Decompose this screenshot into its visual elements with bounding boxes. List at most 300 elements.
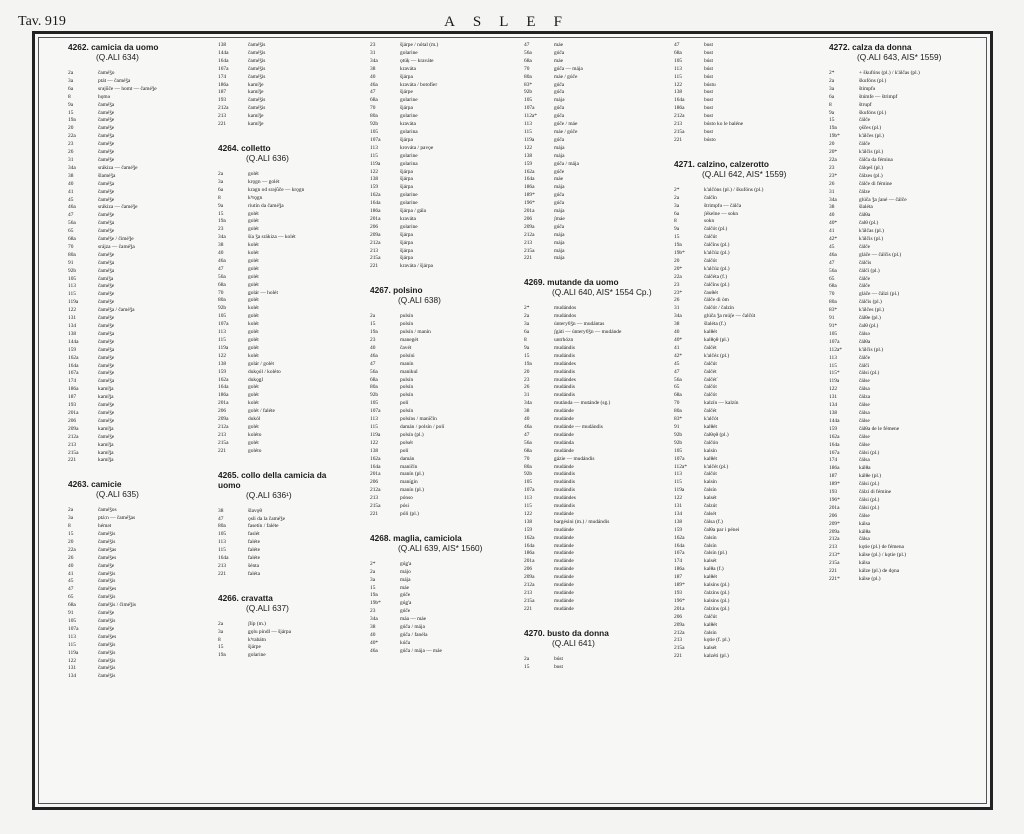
table-row	[68, 299, 198, 307]
locality-code: 31	[370, 49, 376, 56]
table-row	[829, 370, 959, 378]
dialect-form: čálse	[859, 512, 870, 519]
dialect-form: kúča	[400, 639, 411, 646]
locality-code: 91	[674, 423, 680, 430]
dialect-form: bust	[704, 49, 713, 56]
table-row	[370, 503, 500, 511]
table-row	[370, 392, 500, 400]
dialect-form: čálče	[859, 283, 871, 290]
locality-code: 15	[524, 663, 530, 670]
dialect-form: faléta	[248, 570, 260, 577]
dialect-form: čaméǯis	[248, 42, 266, 48]
locality-code: 80a	[829, 299, 837, 306]
table-row	[524, 169, 654, 177]
table-row	[674, 137, 804, 145]
dialect-form: máe / gúče	[554, 128, 578, 135]
dialect-form: čaméǯe	[98, 338, 115, 345]
dialect-form: čalčót	[704, 257, 717, 264]
table-row	[674, 408, 804, 416]
table-row	[218, 297, 348, 305]
dialect-form: kolét	[248, 400, 259, 407]
dialect-form: čálče	[859, 275, 871, 282]
dialect-form: bust	[554, 663, 563, 670]
table-row	[524, 448, 654, 456]
locality-code: 38	[370, 65, 376, 72]
table-row	[674, 622, 804, 630]
dialect-form: čaméǯis	[98, 649, 116, 656]
entry-section	[218, 593, 348, 661]
locality-code: 206	[829, 512, 838, 519]
dialect-form: čálče	[859, 141, 871, 148]
table-row	[674, 203, 804, 211]
table-row	[524, 105, 654, 113]
table-row	[370, 424, 500, 432]
locality-code: 40*	[674, 337, 683, 343]
locality-code: 68a	[524, 57, 532, 64]
locality-code: 40	[829, 212, 835, 219]
locality-code: 138	[218, 42, 227, 48]
locality-code: 221	[370, 510, 379, 517]
dialect-form: čálsa	[859, 386, 870, 393]
entry-section	[68, 42, 198, 465]
locality-code: 144a	[829, 417, 840, 424]
dialect-form: dukǫǥl	[248, 376, 263, 383]
table-row	[370, 74, 500, 82]
locality-code: 107a	[524, 487, 535, 494]
locality-code: 134	[674, 510, 683, 517]
dialect-form: čalčéta (f.)	[704, 273, 728, 280]
table-row	[68, 563, 198, 571]
locality-code: 105	[370, 400, 379, 407]
table-row	[218, 644, 348, 652]
locality-code: 40	[68, 180, 74, 187]
table-row	[218, 523, 348, 531]
dialect-form: golét / faléte	[248, 408, 275, 415]
locality-code: 122	[370, 439, 379, 446]
locality-code: 215a	[524, 597, 535, 604]
locality-code: 19a	[674, 242, 682, 249]
dialect-form: kʰrabátn	[248, 636, 266, 643]
locality-code: 201a	[68, 409, 79, 416]
locality-code: 2a	[218, 170, 224, 177]
table-row	[524, 224, 654, 232]
table-row	[370, 377, 500, 385]
table-row	[674, 637, 804, 645]
locality-code: 9a	[218, 202, 224, 209]
table-row	[829, 197, 959, 205]
table-row	[68, 434, 198, 442]
locality-code: 26	[68, 149, 74, 156]
dialect-form: k'álčes (pl.)	[859, 307, 884, 314]
dialect-form: kraváta	[400, 215, 416, 222]
locality-code: 196*	[829, 496, 840, 503]
locality-code: 20	[524, 368, 530, 375]
dialect-form: srákiza — čaméǯe	[98, 204, 138, 211]
table-row	[829, 173, 959, 181]
locality-code: 34a	[524, 400, 532, 407]
table-row	[68, 228, 198, 236]
locality-code: 215a	[674, 645, 685, 652]
table-row	[68, 523, 198, 531]
table-row	[218, 58, 348, 66]
locality-code: 56a	[68, 220, 76, 227]
dialect-form: kamíǯe	[248, 121, 264, 128]
entry-section	[218, 470, 348, 579]
locality-code: 162a	[370, 455, 381, 462]
dialect-form: čálsa (f.)	[704, 518, 723, 525]
locality-code: 131	[829, 394, 838, 401]
table-row	[674, 598, 804, 606]
dialect-form: šjárpa	[400, 184, 413, 191]
dialect-form: šjárpe	[248, 644, 261, 651]
dialect-form: čálzes (pl.)	[859, 172, 883, 179]
table-row	[218, 353, 348, 361]
locality-code: 19b*	[829, 133, 840, 140]
locality-code: 3a	[524, 321, 530, 328]
table-row	[829, 102, 959, 110]
locality-code: 221	[524, 255, 533, 262]
locality-code: 206	[674, 613, 683, 620]
dialect-form: šjárpa	[400, 168, 413, 175]
entry-source: (Q.ALI 640, AIS* 1554 Cp.)	[552, 287, 652, 298]
dialect-form: mudánde	[554, 416, 574, 423]
dialect-form: čamíǯa	[98, 275, 114, 282]
locality-code: 70	[370, 105, 376, 112]
locality-code: 34a	[218, 234, 226, 241]
locality-code: 41	[68, 570, 74, 577]
dialect-form: čalsín	[704, 487, 717, 494]
dialect-form: čaméǯe	[98, 433, 115, 440]
locality-code: 221	[218, 447, 227, 454]
table-row	[68, 204, 198, 212]
dialect-form: šjárpa	[400, 231, 413, 238]
dialect-form: hǫmə	[98, 93, 110, 100]
dialect-form: čaméǯe	[98, 283, 115, 290]
dialect-form: šjárpa	[400, 239, 413, 246]
entry-source: (Q.ALI 634)	[96, 52, 139, 62]
table-row	[370, 464, 500, 472]
table-row	[674, 195, 804, 203]
dialect-form: srákiza — čaméǯe	[98, 164, 138, 171]
locality-code: 122	[524, 144, 533, 151]
table-row	[68, 626, 198, 634]
dialect-form: polí	[400, 447, 409, 454]
table-row	[674, 266, 804, 274]
table-row	[674, 218, 804, 226]
column-3	[370, 42, 500, 670]
dialect-form: golét	[248, 210, 259, 217]
table-row	[68, 236, 198, 244]
table-row	[829, 544, 959, 552]
locality-code: 22a	[829, 156, 837, 163]
locality-code: 138	[218, 360, 227, 367]
table-row	[674, 250, 804, 258]
entry-source: (Q.ALI 641)	[552, 637, 595, 648]
locality-code: 8	[218, 194, 221, 201]
dialect-form: maničín	[400, 463, 418, 470]
dialect-form: šjárpa	[400, 255, 413, 262]
table-row	[829, 410, 959, 418]
table-row	[674, 290, 804, 298]
locality-code: 46a	[218, 257, 226, 264]
locality-code: 92b	[370, 392, 379, 399]
dialect-form: kalθa (f.)	[704, 566, 724, 573]
table-row	[370, 384, 500, 392]
dialect-form: šlaléta (f.)	[704, 321, 726, 328]
dialect-form: mudánda	[554, 439, 574, 446]
dialect-form: čaméǯe	[98, 299, 115, 306]
dialect-form: čaméǯa	[98, 378, 115, 385]
table-row	[370, 113, 500, 121]
dialect-form: čaméǯe	[98, 141, 115, 148]
dialect-form: k'álčas (pl.)	[859, 228, 884, 235]
dialect-form: čálsa	[859, 536, 870, 543]
table-row	[218, 329, 348, 337]
dialect-form: šlavǫθ	[248, 507, 262, 514]
locality-code: 189*	[674, 582, 685, 589]
locality-code: 41	[829, 228, 835, 235]
table-row	[370, 216, 500, 224]
table-row	[524, 416, 654, 424]
locality-code: 209a	[524, 574, 535, 581]
table-row	[829, 117, 959, 125]
locality-code: 167a	[829, 449, 840, 456]
locality-code: 2a	[829, 77, 835, 84]
dialect-form: čaméǯis	[248, 97, 266, 104]
locality-code: 19a	[68, 117, 76, 124]
table-row	[370, 616, 500, 624]
locality-code: 138	[68, 330, 77, 337]
table-row	[370, 240, 500, 248]
dialect-form: čaméǯis	[98, 673, 116, 680]
table-row	[68, 331, 198, 339]
locality-code: 119a	[68, 649, 79, 656]
dialect-form: gláče — čálzi (pl.)	[859, 291, 900, 298]
table-row	[674, 274, 804, 282]
dialect-form: čalčót (pl.)	[704, 226, 728, 233]
locality-code: 164a	[829, 441, 840, 448]
table-row	[524, 511, 654, 519]
locality-code: 107a	[829, 338, 840, 345]
locality-code: 113	[218, 329, 226, 336]
table-row	[524, 42, 654, 50]
dialect-form: čaméǯo	[98, 70, 115, 76]
entry-source: (Q.ALI 636¹)	[246, 489, 292, 500]
table-row	[218, 629, 348, 637]
dialect-form: hémət	[98, 523, 112, 530]
dialect-form: čálse	[859, 378, 870, 385]
dialect-form: pulsín	[400, 313, 414, 320]
dialect-form: ʃmáe	[554, 215, 565, 222]
locality-code: 40	[370, 344, 376, 351]
dialect-form: manegét	[400, 337, 419, 343]
dialect-form: šénta	[248, 562, 260, 569]
locality-code: 68a	[68, 236, 76, 243]
locality-code: 40	[370, 632, 376, 638]
table-row	[218, 89, 348, 97]
dialect-form: kálθa	[859, 528, 871, 535]
locality-code: 115	[370, 152, 378, 159]
dialect-form: k'álčis (pl.)	[859, 236, 884, 243]
dialect-form: mudánde	[554, 550, 574, 557]
entry-heading: 4272. calza da donna	[829, 42, 912, 52]
dialect-form: čálsa	[859, 457, 870, 464]
table-row	[524, 66, 654, 74]
dialect-form: čaméǯis	[98, 570, 116, 577]
table-row	[674, 242, 804, 250]
locality-code: 20	[829, 141, 835, 148]
dialect-form: čaméǯis	[98, 578, 116, 585]
table-row	[829, 283, 959, 291]
table-row	[370, 129, 500, 137]
table-row	[68, 141, 198, 149]
table-row	[829, 355, 959, 363]
locality-code: 164a	[524, 542, 535, 549]
table-row	[218, 211, 348, 219]
locality-code: 3a	[829, 85, 835, 92]
table-row	[829, 363, 959, 371]
locality-code: 80a	[218, 297, 226, 304]
dialect-form: golarine	[400, 113, 418, 120]
locality-code: 186a	[829, 465, 840, 472]
locality-code: 107a	[370, 136, 381, 143]
locality-code: 212a	[674, 113, 685, 120]
locality-code: 2*	[674, 186, 680, 193]
locality-code: 122	[68, 657, 77, 664]
locality-code: 115	[370, 423, 378, 430]
entry-section	[68, 479, 198, 681]
locality-code: 113	[829, 354, 837, 361]
locality-code: 201a	[524, 208, 535, 215]
locality-code: 19a	[370, 592, 378, 599]
dialect-form: dukól	[248, 416, 261, 423]
table-row	[370, 408, 500, 416]
locality-code: 209a	[829, 528, 840, 535]
locality-code: 206	[68, 417, 77, 424]
table-row	[829, 450, 959, 458]
locality-code: 40	[524, 416, 530, 423]
locality-code: 164a	[674, 542, 685, 549]
dialect-form: čalθ (pl.)	[859, 323, 879, 329]
dialect-form: mudánde	[554, 597, 574, 604]
locality-code: 174	[68, 378, 77, 385]
table-row	[829, 426, 959, 434]
table-row	[829, 260, 959, 268]
table-row	[674, 400, 804, 408]
table-row	[218, 234, 348, 242]
table-row	[524, 129, 654, 137]
locality-code: 113	[370, 416, 378, 423]
locality-code: 47	[674, 42, 680, 48]
locality-code: 19b*	[674, 250, 685, 257]
table-row	[218, 384, 348, 392]
table-row	[218, 555, 348, 563]
table-row	[68, 426, 198, 434]
dialect-form: k'álčis (pl.)	[859, 346, 884, 353]
locality-code: 167a	[674, 550, 685, 557]
locality-code: 38	[674, 321, 680, 328]
table-row	[68, 94, 198, 102]
table-row	[68, 220, 198, 228]
table-row	[829, 568, 959, 576]
dialect-form: k'alčét (pl.)	[704, 463, 729, 470]
locality-code: 221	[68, 457, 77, 464]
dialect-form: čaméǯe	[98, 212, 115, 219]
locality-code: 107a	[370, 408, 381, 415]
locality-code: 47	[218, 515, 224, 522]
locality-code: 112a*	[674, 463, 687, 470]
locality-code: 209*	[829, 520, 840, 527]
table-row	[370, 169, 500, 177]
table-row	[68, 363, 198, 371]
dialect-form: čaméǯis	[248, 73, 266, 80]
table-row	[218, 121, 348, 129]
locality-code: 70	[829, 291, 835, 298]
locality-code: 38	[68, 172, 74, 179]
locality-code: 47	[524, 431, 530, 438]
locality-code: 105	[218, 313, 227, 320]
dialect-form: čalsín (pl.)	[704, 550, 728, 557]
locality-code: 164a	[370, 200, 381, 207]
dialect-form: čalčín	[704, 194, 717, 201]
table-row	[524, 74, 654, 82]
locality-code: 15	[370, 321, 376, 328]
dialect-form: ǥolár — holét	[248, 289, 278, 296]
dialect-form: gúča	[554, 81, 565, 88]
table-row	[674, 42, 804, 50]
dialect-form: čaméǯe	[98, 291, 115, 298]
locality-code: 212a	[218, 423, 229, 430]
dialect-form: čaméǯe	[98, 156, 115, 163]
locality-code: 23	[68, 141, 74, 148]
dialect-form: máa — máe	[400, 616, 427, 623]
dialect-form: čaméǯis	[98, 618, 116, 624]
dialect-form: čaméǯis	[248, 105, 266, 112]
table-row	[370, 471, 500, 479]
table-row	[370, 608, 500, 616]
dialect-form: kamíǯa	[98, 386, 114, 393]
locality-code: 174	[218, 73, 227, 80]
dialect-form: čálza	[859, 394, 871, 401]
table-row	[829, 473, 959, 481]
locality-code: 162a	[524, 168, 535, 175]
locality-code: 115	[674, 479, 682, 486]
dialect-form: manín (pl.)	[400, 471, 424, 478]
dialect-form: čalčót	[704, 392, 717, 399]
dialect-form: čaméǯe	[98, 362, 115, 369]
dialect-form: faléte	[248, 555, 260, 562]
dialect-form: čalsín	[704, 629, 717, 636]
locality-code: 65	[68, 594, 74, 601]
dialect-form: gúǥ'a	[400, 560, 412, 567]
locality-code: 144a	[68, 338, 79, 345]
dialect-form: čaméǯa	[98, 133, 115, 140]
dialect-form: kamíǯe	[248, 81, 264, 88]
locality-code: 115	[524, 128, 532, 135]
table-row	[674, 645, 804, 653]
table-row	[829, 339, 959, 347]
table-row	[524, 495, 654, 503]
table-row	[218, 361, 348, 369]
dialect-form: čalθa par i pénei	[704, 526, 740, 533]
table-row	[218, 187, 348, 195]
locality-code: 189*	[829, 481, 840, 488]
dialect-form: k'alčóns (pl.) / škufóns (pl.)	[704, 186, 764, 193]
locality-code: 6a	[524, 329, 530, 336]
locality-code: 105	[829, 330, 838, 337]
table-row	[674, 258, 804, 266]
table-row	[829, 347, 959, 355]
